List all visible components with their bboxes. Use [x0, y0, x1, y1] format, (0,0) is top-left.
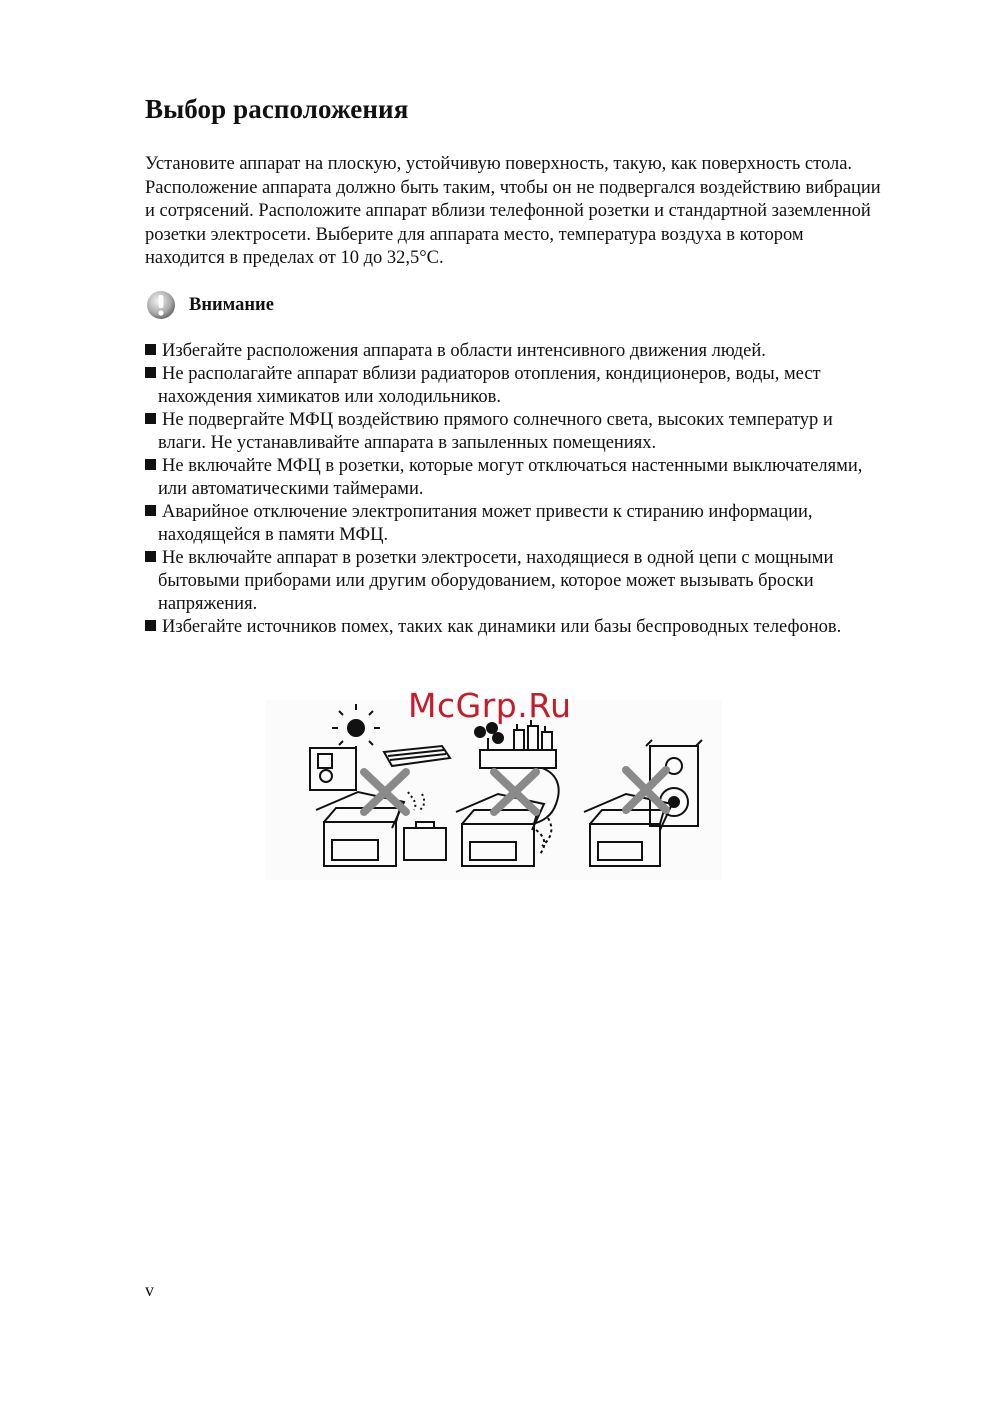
shelf-icon — [480, 750, 556, 768]
list-item-text: Не располагайте аппарат вблизи радиаторов отопления, кондиционеров, воды, мест — [162, 364, 821, 384]
plant-icon — [475, 723, 503, 750]
list-item — [145, 455, 965, 501]
intro-line: Установите аппарат на плоскую, устойчивую поверхность, такую, как поверхность стола. — [145, 154, 853, 174]
bullet-square-icon — [145, 344, 156, 355]
list-item — [145, 547, 965, 616]
list-item-text: Не включайте аппарат в розетки электросети, находящиеся в одной цепи с мощными — [162, 548, 834, 568]
list-item-text: Не подвергайте МФЦ воздействию прямого солнечного света, высоких температур и — [162, 410, 833, 430]
list-item-text: Избегайте расположения аппарата в области интенсивного движения людей. — [162, 341, 766, 361]
list-item — [145, 409, 965, 455]
list-item-text: нахождения химикатов или холодильников. — [158, 387, 502, 407]
prohibition-cross-icon — [626, 770, 666, 810]
bullet-square-icon — [145, 505, 156, 516]
watermark: McGrp.Ru — [408, 686, 572, 725]
prohibition-cross-icon — [494, 772, 536, 812]
intro-line: розетки электросети. Выберите для аппарата место, температура воздуха в котором — [145, 224, 804, 245]
bullet-square-icon — [145, 367, 156, 378]
page-number: v — [145, 1280, 154, 1300]
list-item-text: Аварийное отключение электропитания может привести к стиранию информации, — [162, 502, 813, 522]
list-item-text: Избегайте источников помех, таких как динамики или базы беспроводных телефонов. — [162, 617, 842, 637]
panel-chemicals-water — [456, 720, 559, 866]
panel-heat-moisture — [310, 704, 450, 866]
bullet-square-icon — [145, 551, 156, 562]
list-item-text: Не включайте МФЦ в розетки, которые могут отключаться настенными выключателями, — [162, 456, 863, 476]
intro-paragraph — [145, 153, 965, 271]
caution-label: Внимание — [189, 294, 274, 315]
caution-icon — [145, 289, 177, 321]
printer-icon — [316, 792, 404, 866]
list-item — [145, 363, 965, 409]
bullet-square-icon — [145, 413, 156, 424]
list-item — [145, 501, 965, 547]
list-item-text: находящейся в памяти МФЦ. — [158, 525, 389, 545]
intro-line: находится в пределах от 10 до 32,5°C. — [145, 248, 444, 269]
sun-icon — [332, 704, 380, 752]
list-item — [145, 340, 965, 363]
caution-list — [145, 340, 965, 639]
intro-line: Расположение аппарата должно быть таким, чтобы он не подвергался воздействию вибрации — [145, 177, 881, 198]
caution-notice — [145, 288, 274, 322]
list-item-text: влаги. Не устанавливайте аппарата в запыленных помещениях. — [158, 433, 657, 453]
panel-speaker-interference — [584, 740, 702, 866]
list-item-text: напряжения. — [158, 594, 258, 614]
bullet-square-icon — [145, 620, 156, 631]
water-container-icon — [404, 828, 446, 860]
intro-line: и сотрясений. Расположите аппарат вблизи телефонной розетки и стандартной заземленной — [145, 201, 871, 222]
list-item — [145, 616, 965, 639]
bullet-square-icon — [145, 459, 156, 470]
list-item-text: бытовыми приборами или другим оборудованием, которое может вызывать броски — [158, 571, 814, 591]
placement-hazards-illustration — [266, 700, 722, 880]
list-item-text: или автоматическими таймерами. — [158, 479, 424, 499]
prohibition-cross-icon — [364, 772, 406, 812]
page-title: Выбор расположения — [145, 94, 409, 124]
